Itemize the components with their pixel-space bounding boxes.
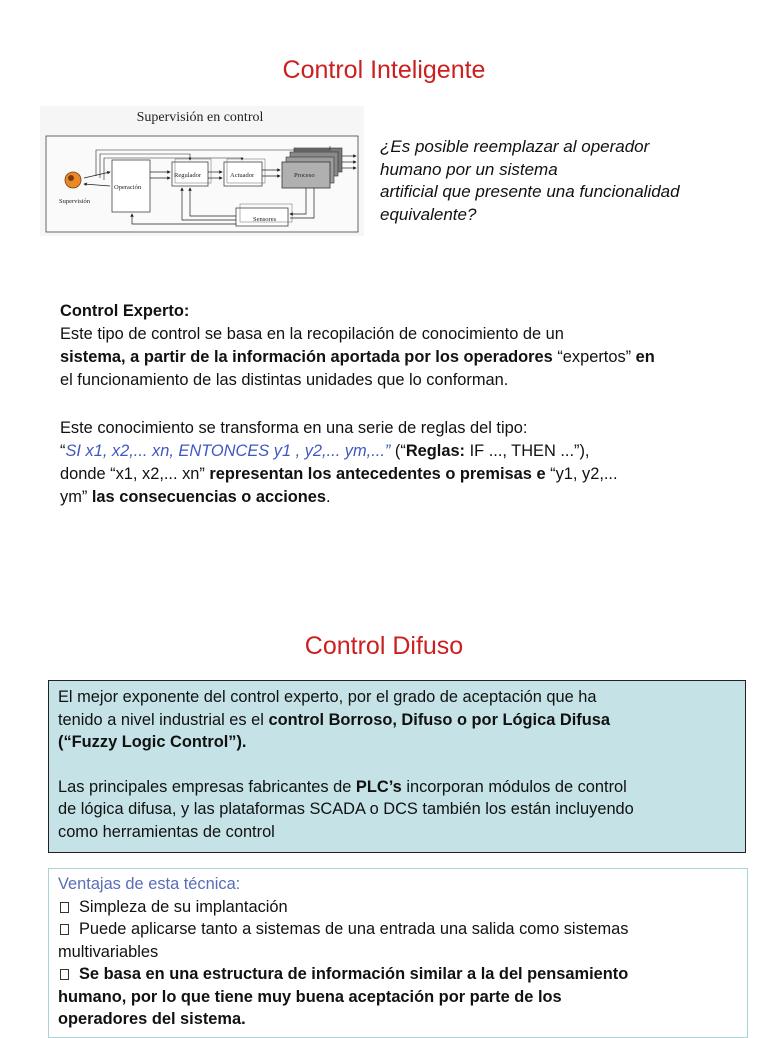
box-line: como herramientas de control bbox=[58, 822, 275, 841]
advantage-text: Puede aplicarse tanto a sistemas de una entrada una salida como sistemas bbox=[79, 920, 629, 938]
expert-quote-text: “expertos” bbox=[552, 348, 636, 366]
box-line: El mejor exponente del control experto, por el grado de aceptación que ha bbox=[58, 688, 597, 706]
rules-line bbox=[60, 463, 740, 486]
advantage-text: Se basa en una estructura de información similar a la del pensamiento bbox=[79, 965, 629, 983]
advantage-item bbox=[58, 896, 738, 919]
advantage-text: multivariables bbox=[58, 942, 159, 961]
rules-bold-text: Reglas: bbox=[405, 442, 466, 460]
label-operacion: Operación bbox=[114, 184, 142, 191]
expert-bold-text: sistema, a partir de la información aportada por los operadores bbox=[60, 348, 553, 366]
rule-example: SI x1, x2,... xn, ENTONCES y1 , y2,... ym,...” bbox=[65, 442, 391, 460]
diagram-graphic bbox=[40, 106, 364, 236]
rules-line bbox=[60, 486, 740, 509]
advantage-item bbox=[58, 963, 738, 986]
advantage-text: operadores del sistema. bbox=[58, 1010, 246, 1028]
box-bold-text: PLC’s bbox=[355, 777, 402, 796]
expert-heading: Control Experto: bbox=[60, 302, 190, 320]
spacer bbox=[58, 754, 736, 776]
square-bullet-icon bbox=[60, 902, 69, 913]
box-bold-text: control Borroso, Difuso o por Lógica Difusa bbox=[268, 710, 610, 729]
square-bullet-icon bbox=[60, 969, 69, 980]
advantages-heading: Ventajas de esta técnica: bbox=[58, 875, 241, 893]
expert-line: el funcionamiento de las distintas unidades que lo conforman. bbox=[60, 371, 509, 389]
rules-text: . bbox=[326, 488, 331, 506]
supervision-diagram bbox=[40, 106, 364, 236]
rules-line bbox=[60, 440, 740, 463]
expert-line bbox=[60, 346, 740, 369]
label-actuador: Actuador bbox=[230, 172, 255, 179]
rules-text: donde “x1, x2,... xn” bbox=[60, 465, 205, 483]
expert-bold-text: en bbox=[635, 348, 655, 366]
advantage-item bbox=[58, 918, 738, 941]
section-title: Control Difuso bbox=[304, 632, 464, 660]
advantage-text: humano, por lo que tiene muy buena aceptación por parte de los bbox=[58, 987, 562, 1006]
rules-bold-text: representan los antecedentes o premisas e bbox=[204, 465, 551, 483]
box-line: de lógica difusa, y las plataformas SCADA o DCS también los están incluyendo bbox=[58, 800, 634, 818]
label-proceso: Proceso bbox=[294, 172, 315, 179]
operator-head-icon bbox=[65, 172, 81, 188]
rules-text: “ bbox=[60, 442, 66, 460]
label-supervision: Supervisión bbox=[59, 198, 91, 205]
advantages-box bbox=[48, 868, 748, 1038]
question-line: artificial que presente una funcionalidad bbox=[380, 182, 680, 201]
square-bullet-icon bbox=[60, 924, 69, 935]
rules-text: IF ..., THEN ...”), bbox=[465, 442, 590, 460]
question-line: equivalente? bbox=[380, 204, 477, 224]
advantage-text: Simpleza de su implantación bbox=[79, 897, 288, 916]
box-line: (“Fuzzy Logic Control”). bbox=[58, 733, 247, 751]
page-title: Control Inteligente bbox=[282, 56, 486, 84]
box-line bbox=[58, 709, 736, 732]
rules-line: Este conocimiento se transforma en una serie de reglas del tipo: bbox=[60, 419, 528, 437]
rules-text: (“ bbox=[390, 442, 406, 460]
label-sensores: Sensores bbox=[253, 216, 277, 223]
rules-text: “y1, y2,... bbox=[550, 465, 618, 483]
expert-control-section bbox=[60, 300, 740, 392]
question-line: humano por un sistema bbox=[380, 159, 558, 179]
box-text: tenido a nivel industrial es el bbox=[58, 710, 269, 729]
box-text: Las principales empresas fabricantes de bbox=[58, 777, 356, 796]
rules-section bbox=[60, 417, 740, 509]
rules-text: ym” bbox=[60, 488, 88, 506]
box-line bbox=[58, 776, 736, 799]
question-text bbox=[380, 136, 740, 226]
label-regulador: Regulador bbox=[174, 172, 202, 179]
expert-line: Este tipo de control se basa en la recopilación de conocimiento de un bbox=[60, 325, 564, 343]
fuzzy-info-box bbox=[48, 680, 746, 853]
question-line: ¿Es posible reemplazar al operador bbox=[380, 137, 650, 156]
rules-bold-text: las consecuencias o acciones bbox=[87, 488, 327, 506]
box-text: incorporan módulos de control bbox=[401, 777, 627, 796]
diagram-title: Supervisión en control bbox=[136, 110, 264, 125]
